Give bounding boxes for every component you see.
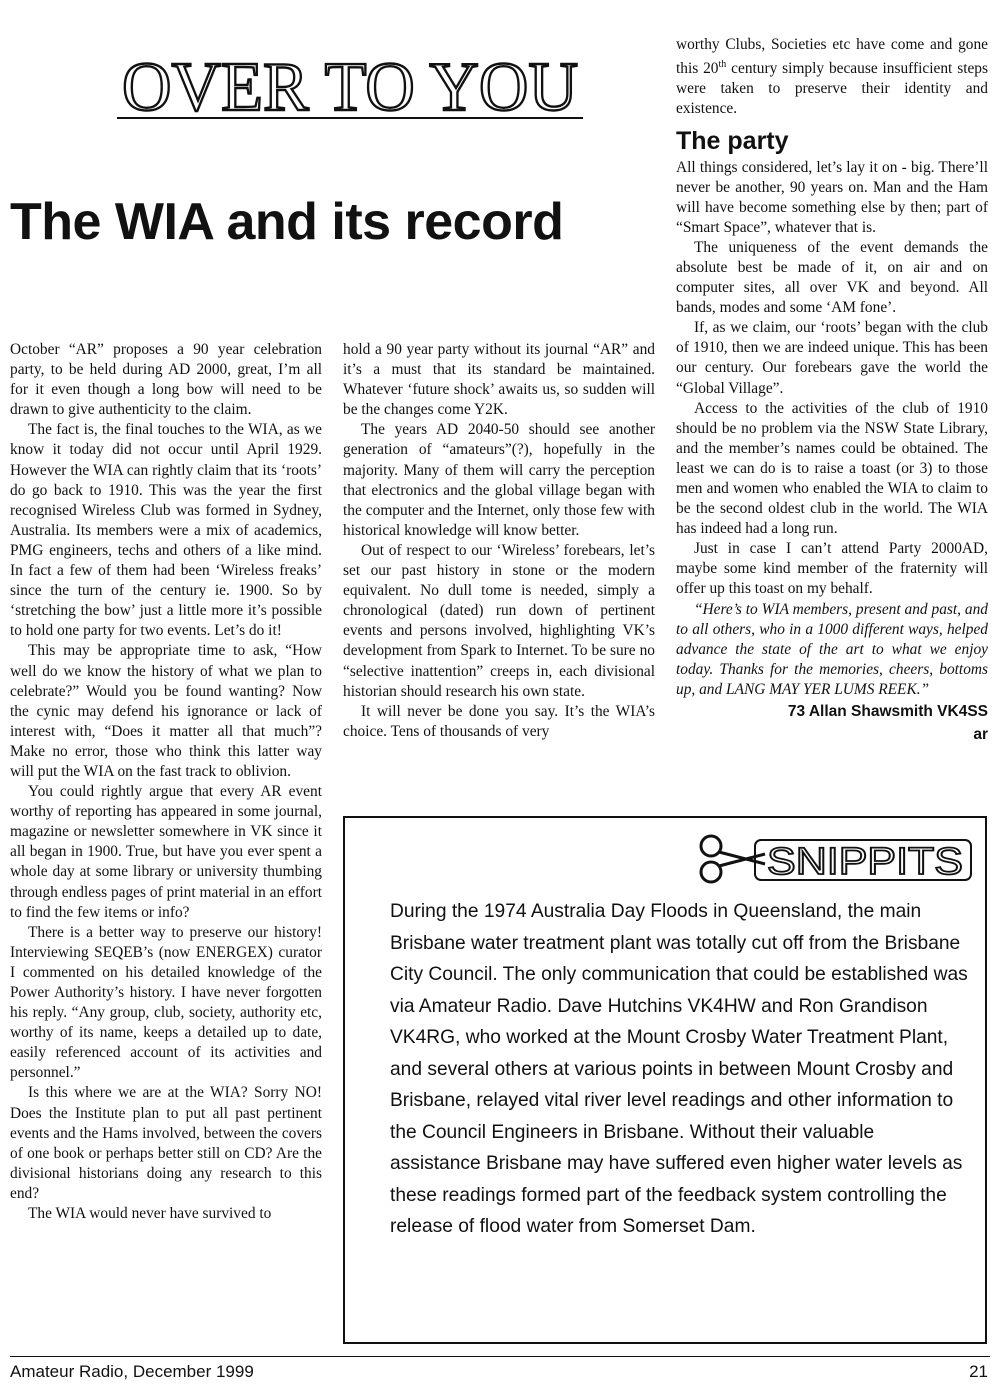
- footer-rule: [10, 1356, 990, 1357]
- paragraph: Just in case I can’t attend Party 2000AD, maybe some kind member of the fraternity will offer up this toast on my behalf.: [676, 540, 988, 598]
- author-signature: 73 Allan Shawsmith VK4SS: [787, 703, 988, 721]
- paragraph: The years AD 2040-50 should see another generation of “amateurs”(?), hopefully in the majority. Many of them will carry the perception that electronics and the global village began with the computer and the Internet, only those few with historical knowledge will know better.: [343, 421, 655, 539]
- paragraph: This may be appropriate time to ask, “How well do we know the history of what we plan to celebrate?” Would you be found wanting? Now the cynic may defend his ignorance or lack of interest with, “Does it matter all that much”? Make no error, those who think this latter way will put the WIA on the fast track to oblivion.: [10, 642, 322, 780]
- paragraph: All things considered, let’s lay it on - big. There’ll never be another, 90 years on. Man and the Ham will have become something else by then; part of “Smart Space”, whatever that is.: [676, 158, 988, 236]
- subheading-the-party: The party: [676, 126, 789, 155]
- ordinal-suffix: th: [718, 59, 727, 71]
- article-column-2: [343, 340, 655, 742]
- lead-text-continued: century simply because insufficient steps were taken to preserve their identity and existence.: [676, 60, 988, 118]
- end-mark: ar: [973, 726, 988, 744]
- snippits-logo: [695, 830, 975, 884]
- toast-quote: “Here’s to WIA members, present and past, and to all others, who in a 1000 different ways, helped advance the state of the art to what we enjoy today. Thanks for the memories, cheers, bottoms up, and LANG MAY YER LUMS REEK.”: [676, 600, 988, 698]
- paragraph: It will never be done you say. It’s the WIA’s choice. Tens of thousands of very: [343, 702, 655, 740]
- paragraph: hold a 90 year party without its journal “AR” and it’s a must that its standard be maintained. Whatever ‘future shock’ awaits us, so sudden will be the changes come Y2K.: [343, 341, 655, 419]
- banner-graphic: [115, 50, 585, 122]
- page-number: 21: [969, 1362, 988, 1381]
- snippits-body: During the 1974 Australia Day Floods in Queensland, the main Brisbane water treatment plant was totally cut off from the Brisbane City Council. The only communication that could be established was via Amateur Radio. Dave Hutchins VK4HW and Ron Grandison VK4RG, who worked at the Mount Crosby Water Treatment Plant, and several others at various points in between Mount Crosby and Brisbane, relayed vital river level readings and other information to the Council Engineers in Brisbane. Without their valuable assistance Brisbane may have suffered even higher water levels as these readings formed part of the feedback system controlling the release of flood water from Somerset Dam.: [390, 901, 968, 1237]
- article-headline: The WIA and its record: [10, 193, 564, 251]
- paragraph: The WIA would never have survived to: [28, 1205, 272, 1223]
- footer-publication: Amateur Radio, December 1999: [10, 1362, 254, 1381]
- paragraph: The fact is, the final touches to the WIA, as we know it today did not occur until April 1929. However the WIA can rightly claim that its ‘roots’ do go back to 1910. This was the year the first recognised Wireless Club was formed in Sydney, Australia. Its members were a mix of academics, PMG engineers, techs and others of a like mind. In fact a few of them had been ‘Wireless freaks’ since the turn of the century ie. 1900. So by ‘stretching the bow’ just a little more it’s possible to hold one party for two events. Let’s do it!: [10, 421, 322, 640]
- paragraph: Out of respect to our ‘Wireless’ forebears, let’s set our past history in stone or the modern equivalent. No dull tome is needed, simply a chronological (dated) run down of pertinent events and persons involved, highlighting VK’s development from Spark to Internet. To be sure no “selective inattention” creeps in, each divisional historian should research his own state.: [343, 541, 655, 700]
- paragraph: [676, 35, 988, 120]
- paragraph: There is a better way to preserve our history! Interviewing SEQEB’s (now ENERGEX) curator I commented on his detailed knowledge of the Power Authority’s history. I have never forgotten his reply. “Any group, club, society, authority etc, worthy of its name, keeps a detailed up to date, easily referenced account of its activities and personnel.”: [10, 923, 322, 1082]
- banner-text: OVER TO YOU: [122, 50, 578, 122]
- snippits-logo-text: SNIPPITS: [767, 841, 963, 883]
- section-banner: [115, 50, 585, 122]
- paragraph: You could rightly argue that every AR event worthy of reporting has appeared in some journal, magazine or newsletter somewhere in VK since it all began in 1900. True, but have you ever spent a whole day at some library or university thumbing through endless pages of print material in an effort to find the few items or info?: [10, 783, 322, 921]
- snippits-box: [343, 816, 987, 1344]
- paragraph: October “AR” proposes a 90 year celebration party, to be held during AD 2000, great, I’m all for it even though a long bow will need to be drawn to give authenticity to the claim.: [10, 341, 322, 419]
- paragraph: If, as we claim, our ‘roots’ began with the club of 1910, then we are indeed unique. This has been our century. Our forebears gave the world the “Global Village”.: [676, 319, 988, 397]
- article-column-3: [676, 35, 988, 746]
- paragraph: Is this where we are at the WIA? Sorry NO! Does the Institute plan to put all past pertinent events and the Hams involved, between the covers of one book or perhaps better still on CD? Are the divisional historians doing any research to this end?: [10, 1084, 322, 1202]
- article-column-1: [10, 340, 322, 1224]
- paragraph: The uniqueness of the event demands the absolute best be made of it, on air and on computer sites, all over VK and beyond. All bands, modes and some ‘AM fone’.: [676, 238, 988, 317]
- paragraph: Access to the activities of the club of 1910 should be no problem via the NSW State Library, and the member’s names could be obtained. The least we can do is to raise a toast (or 3) to those men and women who enabled the WIA to claim to be the second oldest club in the world. The WIA has indeed had a long run.: [676, 399, 988, 538]
- lead-text: worthy Clubs, Societies etc have come and gone this 20: [676, 36, 988, 78]
- scissors-icon: [695, 830, 975, 884]
